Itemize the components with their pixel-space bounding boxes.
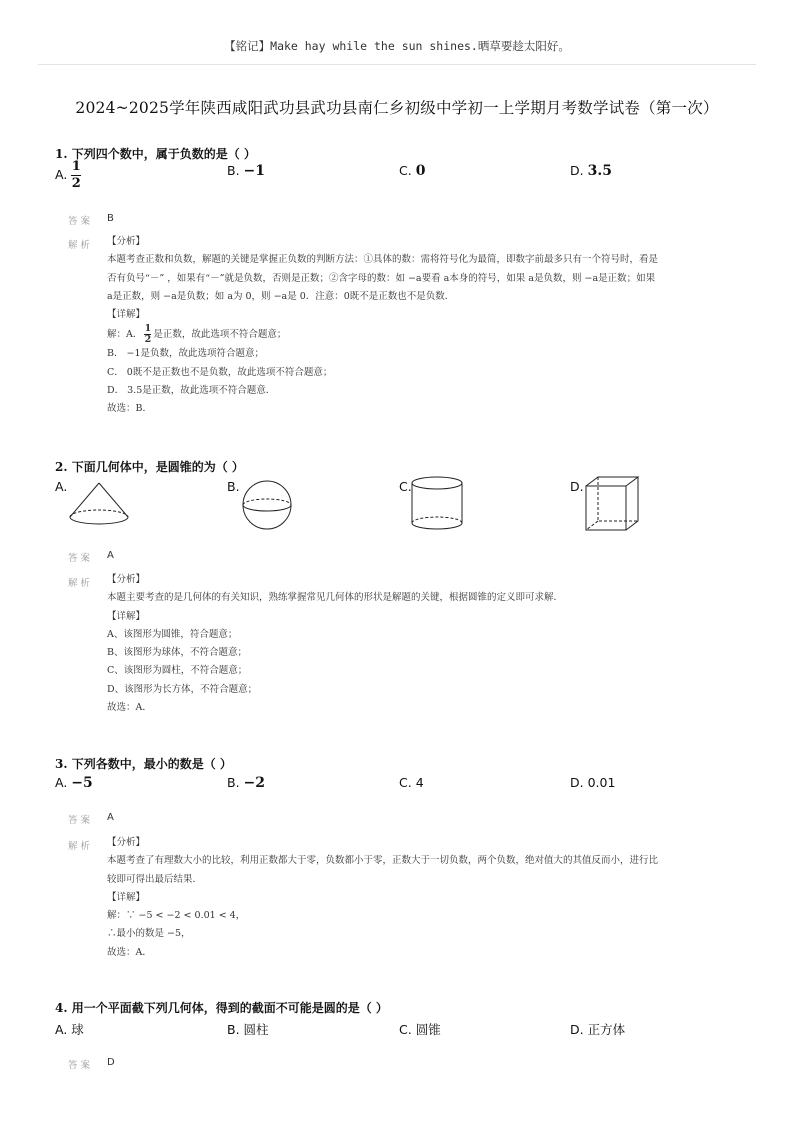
q4-option-c: C. 圆锥 bbox=[399, 1022, 441, 1037]
solution-line: C、该图形为圆柱，不符合题意； bbox=[107, 665, 248, 677]
q4-answer: D bbox=[107, 1057, 115, 1068]
page-motto: 【铭记】Make hay while the sun shines.晒草要趁太阳好。 bbox=[224, 39, 570, 53]
solution-line: D． 3.5是正数，故此选项不符合题意． bbox=[107, 385, 276, 397]
cylinder-icon bbox=[408, 474, 468, 534]
fraction: $\frac{1}{2}$ bbox=[71, 159, 81, 191]
section-heading: 【分析】 bbox=[107, 574, 146, 585]
analysis-line: a是正数，则 −a是负数；如 a为 0，则 −a是 0．注意：0既不是正数也不是负数． bbox=[107, 290, 455, 302]
answer-label: 答案 bbox=[68, 815, 94, 826]
solution-line: D、该图形为长方体，不符合题意； bbox=[107, 683, 258, 695]
q4-option-a: A. 球 bbox=[55, 1022, 84, 1037]
solution-line: 故选：A． bbox=[107, 946, 152, 958]
question-2-stem: 2. 下面几何体中，是圆锥的为（ ） bbox=[55, 460, 244, 474]
q1-option-d: D. 3.5 bbox=[570, 163, 612, 179]
q3-answer: A bbox=[107, 812, 114, 823]
sphere-icon bbox=[236, 479, 298, 531]
solution-line: ∴最小的数是 −5， bbox=[107, 928, 191, 940]
solution-line: 解：A． $\frac{1}{2}$ 是正数，故此选项不符合题意； bbox=[107, 323, 287, 346]
section-heading: 【详解】 bbox=[107, 610, 146, 622]
solution-line: 解：∵ −5 < −2 < 0.01 < 4， bbox=[107, 910, 246, 922]
q2-option-d-label: D. bbox=[570, 479, 584, 494]
answer-label: 答案 bbox=[68, 1060, 94, 1071]
question-3-stem: 3. 下列各数中，最小的数是（ ） bbox=[55, 757, 232, 771]
analysis-line: 否有负号“－” ，如果有“－”就是负数，否则是正数；②含字母的数：如 −a要看 a本身的符号，如果 a是负数，则 −a是正数；如果 bbox=[107, 272, 656, 284]
question-1-stem: 1. 下列四个数中，属于负数的是（ ） bbox=[55, 147, 256, 161]
analysis-line: 本题考查正数和负数，解题的关键是掌握正负数的判断方法：①具体的数：需将符号化为最简，即数字前最多只有一个符号时，看是 bbox=[107, 254, 659, 266]
q2-analysis bbox=[107, 571, 727, 717]
question-4-stem: 4. 用一个平面截下列几何体，得到的截面不可能是圆的是（ ） bbox=[55, 1001, 388, 1015]
analysis-line: 本题考查了有理数大小的比较，利用正数都大于零，负数都小于零，正数大于一切负数，两个负数，绝对值大的其值反而小，进行比 bbox=[107, 855, 659, 867]
q3-analysis bbox=[107, 834, 727, 962]
answer-label: 答案 bbox=[68, 553, 94, 564]
q3-option-b: B. −2 bbox=[227, 775, 266, 791]
solution-line: 故选：A． bbox=[107, 702, 152, 714]
analysis-label: 解析 bbox=[68, 240, 94, 251]
q2-option-c-label: C. bbox=[399, 479, 412, 494]
q1-option-c: C. 0 bbox=[399, 163, 426, 179]
q3-option-a: A. −5 bbox=[55, 775, 93, 791]
cuboid-icon bbox=[583, 474, 643, 534]
analysis-line: 本题主要考查的是几何体的有关知识，熟练掌握常见几何体的形状是解题的关键，根据圆锥的定义即可求解． bbox=[107, 592, 564, 604]
q4-option-b: B. 圆柱 bbox=[227, 1022, 269, 1037]
solution-line: B． −1是负数，故此选项符合题意； bbox=[107, 348, 265, 360]
q3-option-c: C. 4 bbox=[399, 775, 424, 790]
solution-line: 故选：B． bbox=[107, 403, 152, 415]
section-heading: 【详解】 bbox=[107, 891, 146, 903]
solution-line: B、该图形为球体，不符合题意； bbox=[107, 647, 247, 659]
q1-option-a: A. $\frac{1}{2}$ bbox=[55, 159, 81, 191]
answer-label: 答案 bbox=[68, 216, 94, 227]
q1-option-b: B. −1 bbox=[227, 163, 266, 179]
section-heading: 【分析】 bbox=[107, 837, 146, 848]
section-heading: 【分析】 bbox=[107, 236, 146, 247]
solution-line: A、该图形为圆锥，符合题意； bbox=[107, 628, 238, 640]
q3-option-d: D. 0.01 bbox=[570, 775, 616, 790]
q4-option-d: D. 正方体 bbox=[570, 1022, 626, 1037]
q2-option-a-label: A. bbox=[55, 479, 68, 494]
analysis-label: 解析 bbox=[68, 578, 94, 589]
page-title: 2024~2025学年陕西咸阳武功县武功县南仁乡初级中学初一上学期月考数学试卷（第一次） bbox=[75, 99, 719, 117]
q1-analysis bbox=[107, 233, 727, 419]
header-divider bbox=[38, 64, 756, 65]
q1-answer: B bbox=[107, 213, 114, 224]
analysis-line: 较即可得出最后结果． bbox=[107, 873, 203, 885]
analysis-label: 解析 bbox=[68, 841, 94, 852]
q2-answer: A bbox=[107, 550, 114, 561]
q2-option-b-label: B. bbox=[227, 479, 240, 494]
fraction: $\frac{1}{2}$ bbox=[144, 323, 152, 346]
cone-icon bbox=[64, 480, 134, 528]
section-heading: 【详解】 bbox=[107, 309, 146, 321]
solution-line: C． 0既不是正数也不是负数，故此选项不符合题意； bbox=[107, 366, 333, 378]
